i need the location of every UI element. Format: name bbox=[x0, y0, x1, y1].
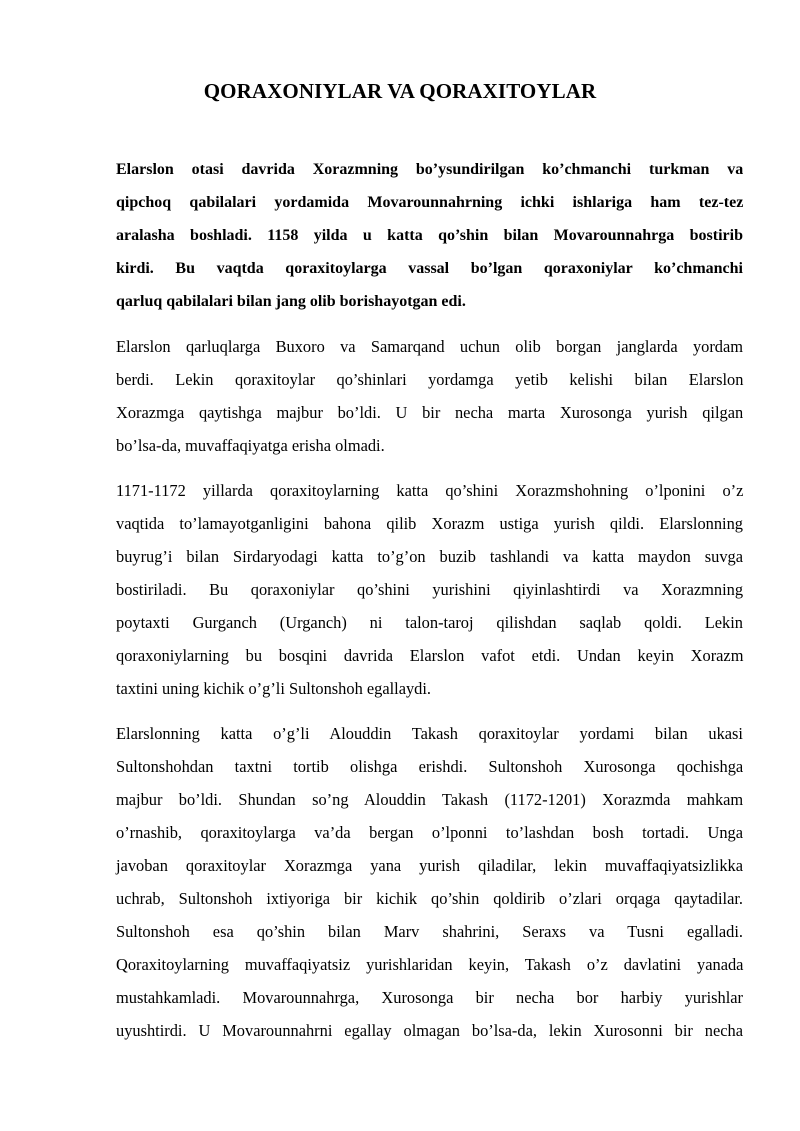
paragraph-line: uyushtirdi. U Movarounnahrni egallay olmagan bo’lsa-da, lekin Xurosonni bir necha bbox=[116, 1021, 743, 1040]
paragraph-1 bbox=[116, 153, 743, 318]
paragraph-line: taxtini uning kichik o’g’li Sultonshoh egallaydi. bbox=[116, 679, 432, 698]
paragraph-line: Xorazmga qaytishga majbur bo’ldi. U bir necha marta Xurosonga yurish qilgan bbox=[116, 403, 744, 422]
paragraph-4 bbox=[116, 717, 743, 1047]
paragraph-line: Sultonshohdan taxtni tortib olishga erishdi. Sultonshoh Xurosonga qochishga bbox=[116, 757, 744, 776]
paragraph-line: javoban qoraxitoylar Xorazmga yana yurish qiladilar, lekin muvaffaqiyatsizlikka bbox=[116, 856, 743, 875]
paragraph-line: aralasha boshladi. 1158 yilda u katta qo’shin bilan Movarounnahrga bostirib bbox=[116, 227, 743, 244]
page-title: QORAXONIYLAR VA QORAXITOYLAR bbox=[203, 79, 597, 103]
paragraph-line: buyrug’i bilan Sirdaryodagi katta to’g’on buzib tashlandi va katta maydon suvga bbox=[116, 547, 743, 566]
paragraph-line: qarluq qabilalari bilan jang olib borishayotgan edi. bbox=[116, 293, 466, 310]
paragraph-line: kirdi. Bu vaqtda qoraxitoylarga vassal bo’lgan qoraxoniylar ko’chmanchi bbox=[116, 260, 743, 277]
paragraph-line: berdi. Lekin qoraxitoylar qo’shinlari yordamga yetib kelishi bilan Elarslon bbox=[116, 370, 744, 389]
paragraph-line: qipchoq qabilalari yordamida Movarounnahrning ichki ishlariga ham tez-tez bbox=[116, 194, 744, 211]
paragraph-line: bostiriladi. Bu qoraxoniylar qo’shini yurishini qiyinlashtirdi va Xorazmning bbox=[116, 580, 744, 599]
paragraph-line: Elarslon qarluqlarga Buxoro va Samarqand uchun olib borgan janglarda yordam bbox=[116, 337, 744, 356]
paragraph-line: o’rnashib, qoraxitoylarga va’da bergan o’lponni to’lashdan bosh tortadi. Unga bbox=[116, 823, 743, 842]
paragraph-line: bo’lsa-da, muvaffaqiyatga erisha olmadi. bbox=[116, 436, 385, 455]
paragraph-line: mustahkamladi. Movarounnahrga, Xurosonga bir necha bor harbiy yurishlar bbox=[116, 988, 743, 1007]
paragraph-line: Qoraxitoylarning muvaffaqiyatsiz yurishlaridan keyin, Takash o’z davlatini yanada bbox=[116, 955, 744, 974]
paragraph-line: qoraxoniylarning bu bosqini davrida Elarslon vafot etdi. Undan keyin Xorazm bbox=[116, 646, 744, 665]
paragraph-line: majbur bo’ldi. Shundan so’ng Alouddin Takash (1172-1201) Xorazmda mahkam bbox=[116, 790, 744, 809]
document-body bbox=[116, 153, 743, 1059]
paragraph-3 bbox=[116, 474, 743, 705]
paragraph-line: uchrab, Sultonshoh ixtiyoriga bir kichik qo’shin qoldirib o’zlari orqaga qaytadilar. bbox=[116, 889, 743, 908]
paragraph-line: Elarslon otasi davrida Xorazmning bo’ysundirilgan ko’chmanchi turkman va bbox=[116, 161, 744, 178]
paragraph-line: poytaxti Gurganch (Urganch) ni talon-taroj qilishdan saqlab qoldi. Lekin bbox=[116, 613, 743, 632]
paragraph-line: Elarslonning katta o’g’li Alouddin Takash qoraxitoylar yordami bilan ukasi bbox=[116, 724, 743, 743]
paragraph-line: 1171-1172 yillarda qoraxitoylarning katta qo’shini Xorazmshohning o’lponini o’z bbox=[116, 481, 744, 500]
paragraph-2 bbox=[116, 330, 743, 462]
paragraph-line: Sultonshoh esa qo’shin bilan Marv shahrini, Seraxs va Tusni egalladi. bbox=[116, 922, 743, 941]
paragraph-line: vaqtida to’lamayotganligini bahona qilib Xorazm ustiga yurish qildi. Elarslonning bbox=[116, 514, 743, 533]
